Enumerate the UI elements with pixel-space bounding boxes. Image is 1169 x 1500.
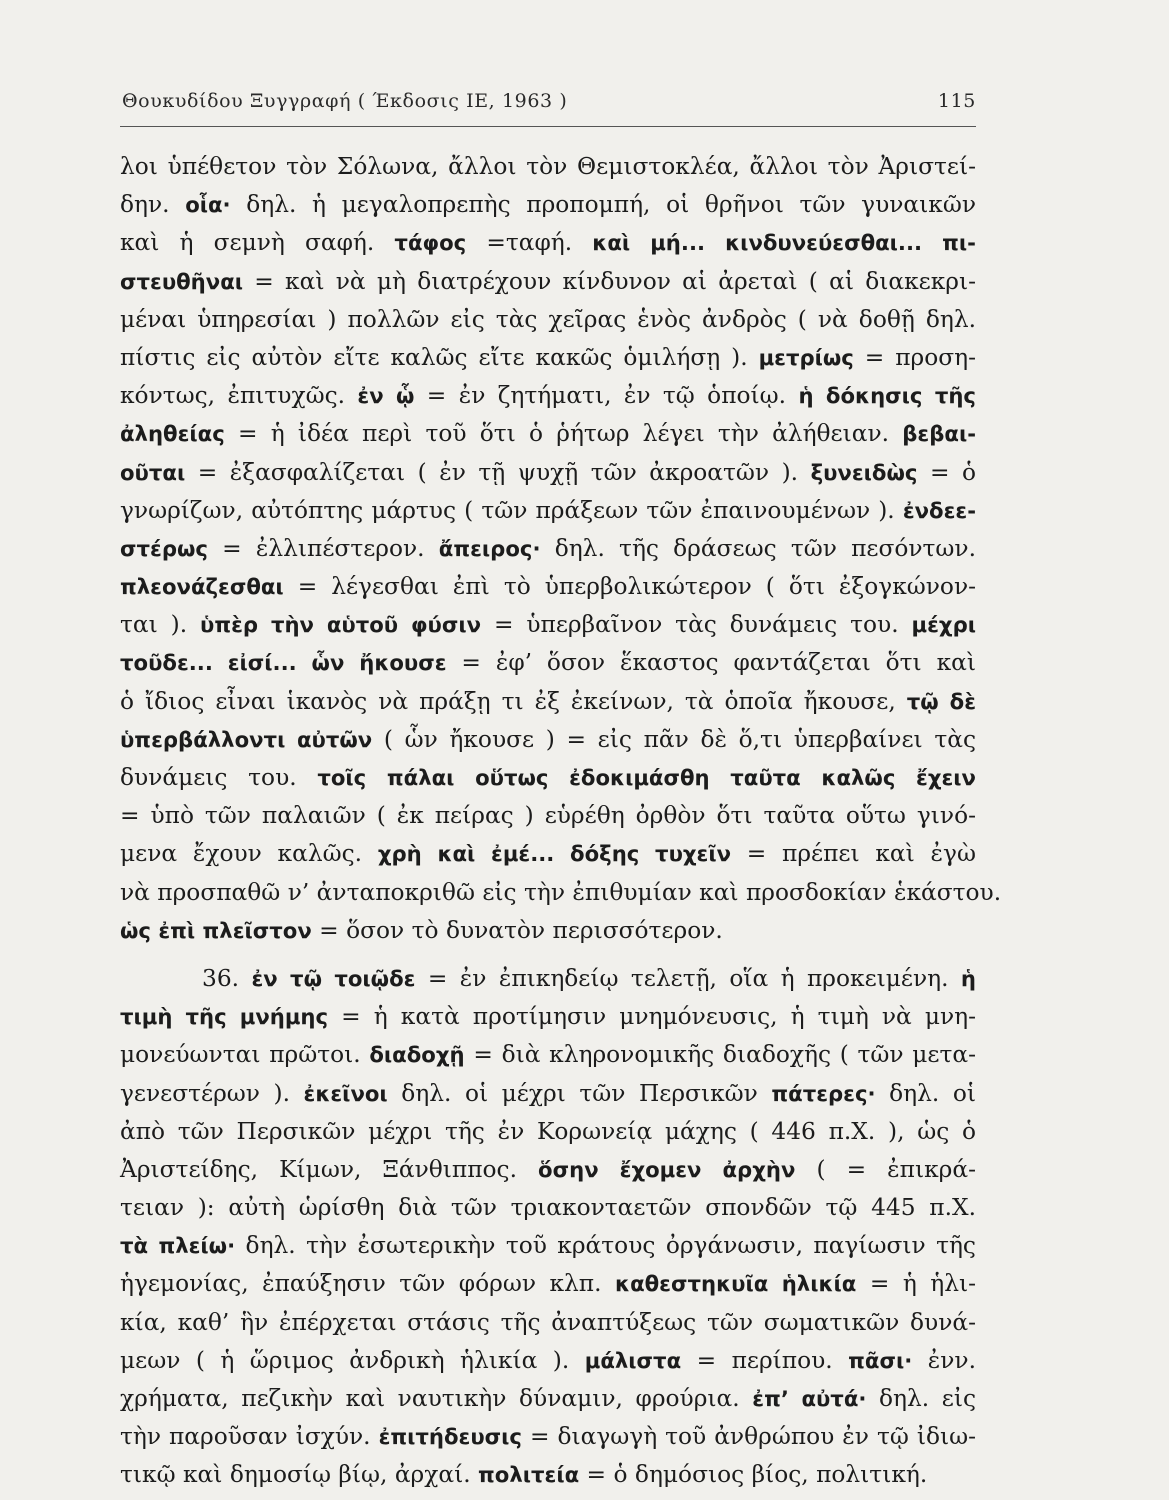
- gloss-text: ἡγεμονίας, ἐπαύξησιν τῶν φόρων κλπ.: [120, 1270, 616, 1298]
- text-line: [120, 960, 976, 998]
- gloss-text: χρήματα, πεζικὴν καὶ ναυτικὴν δύναμιν, φρούρια.: [120, 1385, 753, 1412]
- gloss-text: = διὰ κληρονομικῆς διαδοχῆς ( τῶν μετα-: [464, 1041, 976, 1069]
- lemma-term: καθεστηκυῖα ἡλικία: [615, 1271, 857, 1297]
- gloss-text: = ἡ ἡλι-: [856, 1270, 976, 1298]
- lemma-term: οῦται: [120, 459, 186, 485]
- text-line: [120, 835, 976, 873]
- text-line: [120, 1036, 976, 1074]
- lemma-term: ἀληθείας: [120, 421, 225, 447]
- lemma-term: ὅσην ἔχομεν ἀρχὴν: [538, 1156, 796, 1182]
- lemma-term: πάτερες·: [771, 1080, 876, 1106]
- text-line: [120, 759, 976, 797]
- gloss-text: τειαν ): αὐτὴ ὡρίσθη διὰ τῶν τριακονταετῶν σπονδῶν τῷ 445 π.Χ.: [120, 1194, 976, 1222]
- lemma-term: ἡ δόκησις τῆς: [798, 383, 976, 409]
- lemma-term: στέρως: [120, 535, 208, 561]
- lemma-term: οἷα·: [185, 192, 231, 218]
- gloss-text: δηλ. εἰς: [866, 1385, 977, 1412]
- text-line: [120, 797, 976, 835]
- text-line: [120, 186, 976, 224]
- text-line: [120, 1151, 976, 1189]
- text-line: [120, 1456, 976, 1494]
- gloss-text: γενεστέρων ).: [120, 1079, 304, 1107]
- lemma-term: ὑπερβάλλοντι αὐτῶν: [120, 726, 373, 752]
- gloss-text: δηλ. οἱ: [875, 1079, 976, 1107]
- lemma-term: ὡς ἐπὶ πλεῖστον: [120, 917, 312, 943]
- gloss-text: = ὑπὸ τῶν παλαιῶν ( ἐκ πείρας ) εὑρέθη ὀρθὸν ὅτι ταῦτα οὕτω γινό-: [120, 802, 976, 830]
- gloss-text: γνωρίζων, αὐτόπτης μάρτυς ( τῶν πράξεων τῶν ἐπαινουμένων ).: [120, 496, 903, 524]
- gloss-text: = ἡ κατὰ προτίμησιν μνημόνευσις, ἡ τιμὴ νὰ μνη-: [328, 1003, 977, 1031]
- lemma-term: ἐπιτήδευσις: [378, 1424, 522, 1450]
- gloss-text: = διαγωγὴ τοῦ ἀνθρώπου ἐν τῷ ἰδιω-: [521, 1423, 976, 1451]
- lemma-term: μέχρι: [911, 612, 976, 638]
- lemma-term: μάλιστα: [584, 1347, 682, 1373]
- lemma-term: ἐκεῖνοι: [303, 1080, 388, 1106]
- gloss-text: ὁ ἴδιος εἶναι ἱκανὸς νὰ πράξῃ τι ἐξ ἐκείνων, τὰ ὁποῖα ἤκουσε,: [120, 687, 907, 715]
- text-line: [120, 339, 976, 377]
- gloss-text: νὰ προσπαθῶ ν’ ἀνταποκριθῶ εἰς τὴν ἐπιθυμίαν καὶ προσδοκίαν ἑκάστου.: [120, 878, 1002, 906]
- gloss-text: μενα ἔχουν καλῶς.: [120, 840, 378, 868]
- lemma-term: πᾶσι·: [848, 1347, 913, 1373]
- lemma-term: ὑπὲρ τὴν αὑτοῦ φύσιν: [200, 612, 482, 638]
- gloss-text: = πρέπει καὶ ἐγὼ: [731, 840, 976, 868]
- gloss-text: = ὅσον τὸ δυνατὸν περισσότερον.: [311, 916, 723, 944]
- text-line: [120, 377, 976, 415]
- text-line: [120, 148, 976, 186]
- commentary-body: [120, 148, 1002, 1495]
- gloss-text: ( = ἐπικρά-: [795, 1155, 976, 1183]
- gloss-text: καὶ ἡ σεμνὴ σαφή.: [120, 229, 395, 257]
- text-line: [120, 1418, 976, 1456]
- gloss-text: = ὁ: [917, 458, 976, 486]
- gloss-text: ἐνν.: [912, 1346, 976, 1374]
- gloss-text: δηλ. τὴν ἐσωτερικὴν τοῦ κράτους ὀργάνωσιν, παγίωσιν τῆς: [235, 1232, 976, 1260]
- gloss-text: = ἐφ’ ὅσον ἕκαστος φαντάζεται ὅτι καὶ: [446, 649, 977, 677]
- text-line: [120, 1304, 976, 1342]
- text-line: [120, 568, 976, 606]
- text-line: [120, 1380, 976, 1418]
- gloss-text: μονεύωνται πρῶτοι.: [120, 1041, 370, 1069]
- lemma-term: πλεονάζεσθαι: [120, 574, 284, 600]
- text-line: [120, 644, 976, 682]
- text-line: [120, 1265, 976, 1303]
- header-rule: [120, 126, 976, 127]
- gloss-text: κόντως, ἐπιτυχῶς.: [120, 382, 358, 410]
- text-line: [120, 1113, 976, 1151]
- gloss-text: = ἐλλιπέστερον.: [207, 534, 439, 562]
- text-line: [120, 454, 976, 492]
- lemma-term: ἐν ᾧ: [357, 383, 415, 409]
- gloss-text: 36.: [202, 964, 252, 992]
- gloss-text: = προση-: [853, 343, 976, 371]
- page-number: 115: [937, 90, 976, 112]
- text-line: [120, 721, 976, 759]
- text-line: [120, 224, 976, 262]
- text-line: [120, 301, 976, 339]
- gloss-text: = ἐν ζητήματι, ἐν τῷ ὁποίῳ.: [414, 382, 799, 410]
- lemma-term: τοῦδε... εἰσί... ὧν ἤκουσε: [120, 650, 447, 676]
- gloss-text: = ἐν ἐπικηδείῳ τελετῇ, οἵα ἡ προκειμένη.: [415, 964, 961, 992]
- gloss-text: δυνάμεις του.: [120, 764, 318, 791]
- text-line: [120, 606, 976, 644]
- gloss-text: = λέγεσθαι ἐπὶ τὸ ὑπερβολικώτερον ( ὅτι ἐξογκώνον-: [283, 573, 976, 601]
- lemma-term: τιμὴ τῆς μνήμης: [120, 1004, 329, 1030]
- gloss-text: =ταφή.: [466, 229, 593, 257]
- gloss-text: μεων ( ἡ ὥριμος ἀνδρικὴ ἡλικία ).: [120, 1346, 585, 1374]
- lemma-term: χρὴ καὶ ἐμέ... δόξης τυχεῖν: [377, 841, 732, 867]
- lemma-term: τὰ πλείω·: [120, 1233, 236, 1259]
- gloss-text: δηλ. τῆς δράσεως τῶν πεσόντων.: [540, 534, 976, 562]
- gloss-text: ( ὧν ἤκουσε ) = εἰς πᾶν δὲ ὅ,τι ὑπερβαίνει τὰς: [372, 725, 976, 753]
- gloss-text: Ἀριστείδης, Κίμων, Ξάνθιππος.: [120, 1155, 539, 1183]
- running-header: [122, 90, 976, 112]
- gloss-text: ἀπὸ τῶν Περσικῶν μέχρι τῆς ἐν Κορωνείᾳ μάχης ( 446 π.Χ. ), ὡς ὁ: [120, 1117, 976, 1145]
- text-line: [120, 263, 976, 301]
- lemma-term: ἄπειρος·: [438, 535, 541, 561]
- gloss-text: κία, καθ’ ἣν ἐπέρχεται στάσις τῆς ἀναπτύξεως τῶν σωματικῶν δυνά-: [120, 1308, 976, 1336]
- lemma-term: ἡ: [960, 965, 976, 991]
- gloss-text: δηλ. ἡ μεγαλοπρεπὴς προπομπή, οἱ θρῆνοι τῶν γυναικῶν: [230, 191, 976, 219]
- gloss-text: δηλ. οἱ μέχρι τῶν Περσικῶν: [387, 1079, 772, 1107]
- lemma-term: ἐνδεε-: [902, 497, 976, 523]
- text-line: [120, 530, 976, 568]
- lemma-term: πολιτεία: [478, 1462, 580, 1488]
- text-line: [120, 1342, 976, 1380]
- lemma-term: ξυνειδὼς: [810, 459, 918, 485]
- lemma-term: τοῖς πάλαι οὕτως ἐδοκιμάσθη ταῦτα καλῶς ἔχειν: [317, 765, 976, 790]
- gloss-text: = ἡ ἰδέα περὶ τοῦ ὅτι ὁ ῥήτωρ λέγει τὴν ἀλήθειαν.: [224, 420, 903, 448]
- text-line: [120, 1189, 976, 1227]
- lemma-term: βεβαι-: [902, 421, 976, 447]
- header-title: Θουκυδίδου Ξυγγραφή ( Έκδοσις ΙΕ, 1963 ): [122, 90, 568, 112]
- text-line: [120, 683, 976, 721]
- lemma-term: ἐν τῷ τοιῷδε: [251, 965, 416, 991]
- gloss-text: = καὶ νὰ μὴ διατρέχουν κίνδυνον αἱ ἀρεταὶ ( αἱ διακεκρι-: [243, 267, 976, 295]
- lemma-term: καὶ μή... κινδυνεύεσθαι... πι-: [592, 230, 976, 256]
- lemma-term: ἐπ’ αὐτά·: [752, 1386, 867, 1411]
- lemma-term: τῷ δὲ: [906, 688, 976, 714]
- gloss-text: πίστις εἰς αὐτὸν εἴτε καλῶς εἴτε κακῶς ὁμιλήσῃ ).: [120, 343, 759, 371]
- lemma-term: μετρίως: [758, 344, 854, 370]
- gloss-text: μέναι ὑπηρεσίαι ) πολλῶν εἰς τὰς χεῖρας ἑνὸς ἀνδρὸς ( νὰ δοθῇ δηλ.: [120, 305, 976, 333]
- text-line: [120, 874, 1002, 912]
- gloss-text: = ὑπερβαῖνον τὰς δυνάμεις του.: [481, 611, 912, 639]
- text-line: [120, 415, 976, 453]
- gloss-text: τικῷ καὶ δημοσίῳ βίῳ, ἀρχαί.: [120, 1461, 479, 1489]
- text-line: [120, 912, 976, 950]
- gloss-text: δην.: [120, 191, 186, 219]
- gloss-text: = ὁ δημόσιος βίος, πολιτική.: [579, 1461, 928, 1489]
- gloss-text: ται ).: [120, 611, 201, 639]
- text-line: [120, 1075, 976, 1113]
- lemma-term: στευθῆναι: [120, 268, 244, 294]
- gloss-text: λοι ὑπέθετον τὸν Σόλωνα, ἄλλοι τὸν Θεμιστοκλέα, ἄλλοι τὸν Ἀριστεί-: [120, 153, 976, 180]
- text-line: [120, 1227, 976, 1265]
- lemma-term: διαδοχῇ: [369, 1042, 465, 1068]
- gloss-text: = περίπου.: [681, 1346, 849, 1374]
- text-line: [120, 998, 976, 1036]
- gloss-text: τὴν παροῦσαν ἰσχύν.: [120, 1423, 379, 1451]
- lemma-term: τάφος: [394, 230, 467, 256]
- text-line: [120, 492, 976, 530]
- gloss-text: = ἐξασφαλίζεται ( ἐν τῇ ψυχῇ τῶν ἀκροατῶν ).: [185, 458, 811, 486]
